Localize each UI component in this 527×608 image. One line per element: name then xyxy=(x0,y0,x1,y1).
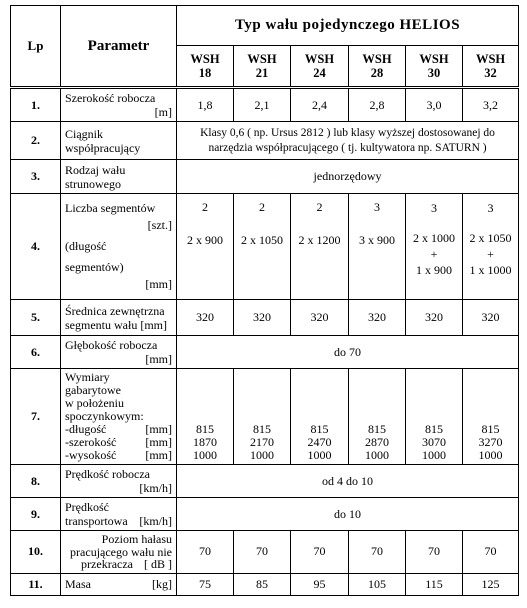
row-number: 3. xyxy=(11,160,61,194)
dim-label: -długość xyxy=(65,422,107,436)
value-cell: 70 xyxy=(463,531,519,574)
value-cell: 2,8 xyxy=(349,88,406,122)
value-cell: 3,0 xyxy=(406,88,463,122)
segment-count: 2 xyxy=(202,200,208,214)
row-number: 7. xyxy=(11,369,61,465)
value-cell xyxy=(406,369,463,465)
dim-value: 1000 xyxy=(193,448,217,462)
model-wsh-28: WSH 28 xyxy=(349,46,406,88)
header-type-title: Typ wału pojedynczego HELIOS xyxy=(177,6,519,46)
value-cell xyxy=(349,194,406,300)
param-label-line: Średnica zewnętrzna xyxy=(65,303,165,318)
dim-value: 2870 xyxy=(365,435,389,449)
segment-count: 3 xyxy=(431,201,437,215)
dim-value: 815 xyxy=(196,422,214,436)
segment-length: 2 x 1050 xyxy=(469,231,512,245)
value-cell: 75 xyxy=(177,573,234,595)
dim-value: 3070 xyxy=(422,435,446,449)
table-row xyxy=(11,336,519,369)
segment-length: 2 x 1050 xyxy=(241,233,283,247)
model-wsh-21: WSH 21 xyxy=(234,46,291,88)
table-row xyxy=(11,498,519,531)
param-cell xyxy=(61,300,177,336)
dim-label: -wysokość xyxy=(65,448,117,462)
segment-count: 3 xyxy=(487,201,494,215)
segment-count: 2 xyxy=(259,200,265,214)
model-wsh-24: WSH 24 xyxy=(291,46,349,88)
param-label-line: Prędkość xyxy=(65,500,109,514)
param-label: Szerokość robocza xyxy=(65,91,156,105)
value-cell: 70 xyxy=(291,531,349,574)
dim-value: 1000 xyxy=(250,448,274,462)
value-cell: 1,8 xyxy=(177,88,234,122)
table-row xyxy=(11,573,519,595)
value-cell: 320 xyxy=(177,300,234,336)
param-unit: [mm] xyxy=(145,277,172,291)
table-row xyxy=(11,465,519,498)
param-label-line: Rodzaj wału xyxy=(65,162,126,177)
table-row xyxy=(11,194,519,300)
row-number: 6. xyxy=(11,336,61,369)
param-unit: [szt.] xyxy=(147,218,172,232)
param-cell xyxy=(61,88,177,122)
value-cell: 85 xyxy=(234,573,291,595)
segment-length: 2 x 900 xyxy=(187,233,223,247)
row-number: 8. xyxy=(11,465,61,498)
dim-value: 815 xyxy=(425,422,443,436)
row-number: 1. xyxy=(11,88,61,122)
dim-value: 1000 xyxy=(365,448,389,462)
row-number: 11. xyxy=(11,573,61,595)
value-cell xyxy=(234,194,291,300)
merged-line: Klasy 0,6 ( np. Ursus 2812 ) lub klasy wyższej dostosowanej do xyxy=(200,126,495,139)
merged-value-cell xyxy=(177,122,519,160)
param-label-line: segmentów) xyxy=(65,260,124,274)
param-cell xyxy=(61,122,177,160)
value-cell: 70 xyxy=(406,531,463,574)
row-number: 9. xyxy=(11,498,61,531)
row-number: 10. xyxy=(11,531,61,574)
merged-value-cell: do 70 xyxy=(177,336,519,369)
value-cell: 70 xyxy=(349,531,406,574)
merged-value-cell: do 10 xyxy=(177,498,519,531)
param-cell xyxy=(61,160,177,194)
dim-value: 3270 xyxy=(478,435,503,449)
helios-spec-table xyxy=(10,5,519,596)
param-label-line: segmentu wału [mm] xyxy=(65,317,167,332)
value-cell xyxy=(234,369,291,465)
param-label-line: współpracujący xyxy=(65,140,141,155)
param-label: Masa xyxy=(65,577,91,591)
model-wsh-18: WSH 18 xyxy=(177,46,234,88)
dim-value: 1000 xyxy=(307,448,332,462)
param-label-line: transportowa xyxy=(65,514,128,528)
segment-length: 2 x 1000 xyxy=(413,231,455,245)
param-label-line: pracującego wału nie xyxy=(70,544,172,559)
value-cell xyxy=(406,194,463,300)
param-label-line: Wymiary xyxy=(65,370,110,384)
segment-count: 3 xyxy=(374,200,380,214)
param-unit: [km/h] xyxy=(139,481,172,495)
value-cell: 3,2 xyxy=(463,88,519,122)
param-cell xyxy=(61,369,177,465)
model-wsh-32: WSH 32 xyxy=(463,46,519,88)
dim-unit: [mm] xyxy=(145,435,172,449)
value-cell: 115 xyxy=(406,573,463,595)
param-label-line: (długość xyxy=(65,239,107,253)
value-cell: 320 xyxy=(349,300,406,336)
param-unit: [kg] xyxy=(152,577,172,591)
value-cell xyxy=(349,369,406,465)
value-cell xyxy=(291,194,349,300)
value-cell: 320 xyxy=(463,300,519,336)
value-cell xyxy=(463,194,519,300)
value-cell xyxy=(177,194,234,300)
value-cell: 105 xyxy=(349,573,406,595)
dim-value: 2170 xyxy=(250,435,274,449)
dim-value: 815 xyxy=(310,422,329,436)
value-cell: 70 xyxy=(177,531,234,574)
dim-value: 1870 xyxy=(193,435,217,449)
table-row xyxy=(11,160,519,194)
dim-value: 2470 xyxy=(307,435,332,449)
param-label-line: Poziom hałasu xyxy=(101,532,172,546)
dim-unit: [mm] xyxy=(145,422,172,436)
row-number: 5. xyxy=(11,300,61,336)
value-cell: 2,1 xyxy=(234,88,291,122)
row-number: 2. xyxy=(11,122,61,160)
param-label-line: gabarytowe xyxy=(65,383,121,397)
dim-value: 1000 xyxy=(422,448,446,462)
segment-length: 1 x 900 xyxy=(416,263,452,277)
param-cell xyxy=(61,498,177,531)
param-label-row xyxy=(65,558,172,571)
table-row xyxy=(11,88,519,122)
dim-value: 815 xyxy=(481,422,500,436)
merged-value-cell: od 4 do 10 xyxy=(177,465,519,498)
param-unit: [km/h] xyxy=(139,514,172,528)
dim-value: 815 xyxy=(368,422,386,436)
model-wsh-30: WSH 30 xyxy=(406,46,463,88)
param-label-line: przekracza xyxy=(81,557,133,571)
param-label: Prędkość robocza xyxy=(65,467,150,481)
param-label-line: w położeniu xyxy=(65,396,124,410)
param-unit: [ dB ] xyxy=(144,557,172,571)
param-cell xyxy=(61,573,177,595)
dim-value: 815 xyxy=(253,422,271,436)
row-number: 4. xyxy=(11,194,61,300)
param-label-line: spoczynkowym: xyxy=(65,409,144,423)
param-unit: [m] xyxy=(154,105,172,119)
header-lp: Lp xyxy=(11,6,61,88)
segment-plus: + xyxy=(430,247,438,261)
segment-length: 2 x 1200 xyxy=(298,233,341,247)
param-label-line: Liczba segmentów xyxy=(65,201,156,215)
table-row xyxy=(11,369,519,465)
value-cell: 95 xyxy=(291,573,349,595)
merged-line: narzędzia współpracującego ( tj. kultywatora np. SATURN ) xyxy=(208,141,487,154)
param-cell xyxy=(61,465,177,498)
dim-unit: [mm] xyxy=(145,448,172,462)
param-cell xyxy=(61,336,177,369)
dim-height-row xyxy=(65,449,172,462)
param-cell xyxy=(61,531,177,574)
merged-value-cell: jednorzędowy xyxy=(177,160,519,194)
param-label: Głębokość robocza xyxy=(65,338,158,352)
value-cell xyxy=(177,369,234,465)
param-label-line: strunowego xyxy=(65,176,121,191)
value-cell: 70 xyxy=(234,531,291,574)
value-cell: 125 xyxy=(463,573,519,595)
dim-label: -szerokość xyxy=(65,435,117,449)
param-unit: [mm] xyxy=(145,352,172,366)
table-row xyxy=(11,300,519,336)
value-cell xyxy=(463,369,519,465)
param-label-line: Ciągnik xyxy=(65,126,103,141)
segment-plus: + xyxy=(487,247,494,261)
param-cell xyxy=(61,194,177,300)
table-row xyxy=(11,531,519,574)
value-cell xyxy=(291,369,349,465)
segment-length: 1 x 1000 xyxy=(469,263,512,277)
table-row xyxy=(11,122,519,160)
value-cell: 320 xyxy=(291,300,349,336)
segment-length: 3 x 900 xyxy=(359,233,395,247)
param-label-row xyxy=(65,514,172,528)
dim-value: 1000 xyxy=(478,448,503,462)
param-label-row xyxy=(65,577,172,591)
value-cell: 2,4 xyxy=(291,88,349,122)
value-cell: 320 xyxy=(234,300,291,336)
segment-count: 2 xyxy=(316,200,323,214)
value-cell: 320 xyxy=(406,300,463,336)
header-parametr: Parametr xyxy=(61,6,177,88)
